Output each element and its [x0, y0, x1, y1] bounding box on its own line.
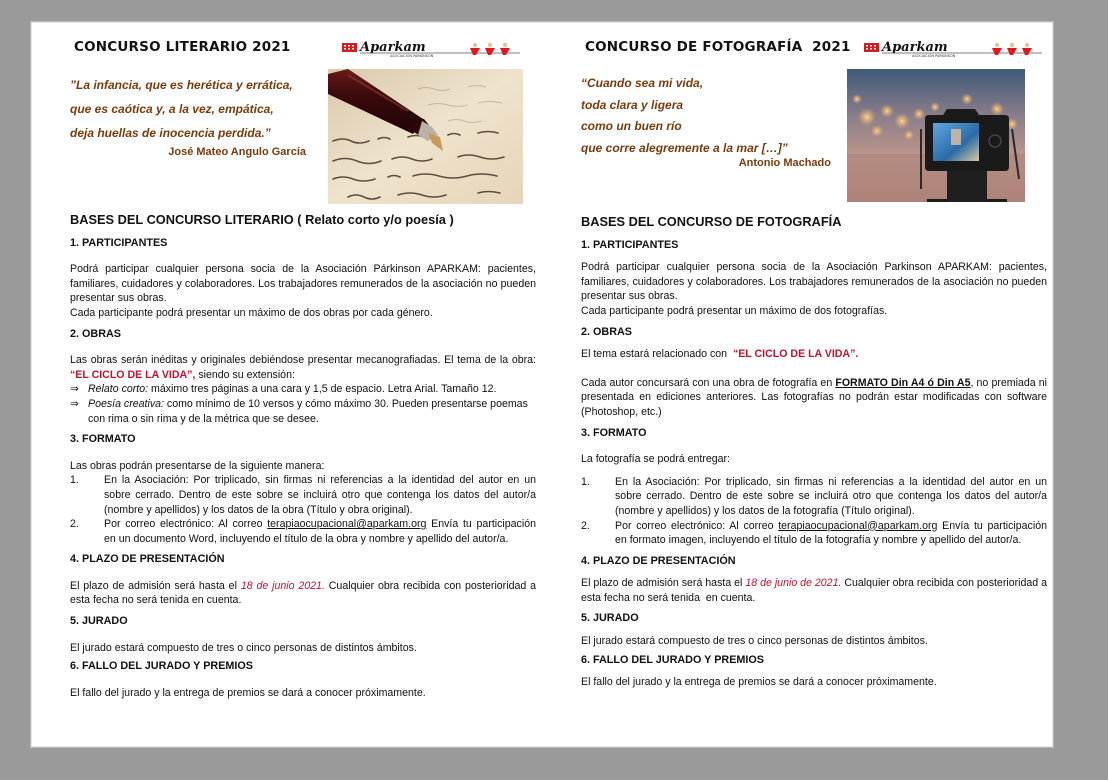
theme-highlight: “EL CICLO DE LA VIDA”.: [732, 348, 859, 361]
works-text-b: Cada autor concursará con una obra de fotografía en: [581, 376, 836, 389]
section-title-prizes: 6. FALLO DEL JURADO Y PREMIOS: [581, 653, 764, 666]
quote-line: como un buen río: [581, 119, 682, 133]
list-text-a: Por correo electrónico: Al correo: [104, 518, 268, 531]
quote-author: José Mateo Angulo García: [168, 146, 306, 158]
list-text-b: Envía tu participación en formato imagen, incluyendo el título de la fotografía y nombre y apellido del autor/a.: [615, 519, 1047, 547]
section-title-format: 3. FORMATO: [581, 426, 647, 439]
format-item-email: [70, 517, 536, 546]
section-title-works: 2. OBRAS: [581, 325, 632, 338]
works-bullet-poetry: [70, 397, 536, 426]
format-item-email: [581, 519, 1047, 548]
figures-icon: [470, 43, 510, 55]
bullet-text: máximo tres páginas a una cara y 1,5 de espacio. Letra Arial. Tamaño 12.: [148, 383, 497, 396]
bullet-label: Poesía creativa:: [88, 397, 164, 410]
works-text-b: siendo su extensión:: [195, 368, 295, 381]
format-intro: La fotografía se podrá entregar:: [581, 453, 731, 466]
list-text: En la Asociación: Por triplicado, sin firmas ni referencias a la identidad del autor en un sobre cerrado. Dentro de este sobre se incluirá otro que contenga los datos del autor/a (nombre y apellidos) y los datos de la fotografía (Título original).: [615, 475, 1047, 517]
deadline-text-b: Cualquier obra recibida con posterioridad a esta fecha no será tenida en cuenta.: [581, 577, 1050, 604]
works-text-c: , no premiada ni presentada en ediciones anteriores. Las fotografías no podrán estar modificadas con software (Photoshop, etc.): [581, 376, 1047, 418]
section-title-jury: 5. JURADO: [70, 615, 128, 628]
quote-line: que corre alegremente a la mar […]”: [581, 140, 788, 155]
quote-line: “Cuando sea mi vida,: [581, 76, 704, 90]
format-item-association: [581, 475, 1047, 519]
quote-line: toda clara y ligera: [581, 97, 684, 112]
deadline-text-b: Cualquier obra recibida con posterioridad a esta fecha no será tenida en cuenta.: [70, 579, 537, 607]
list-number: 1.: [70, 474, 79, 487]
list-number: 2.: [581, 519, 590, 532]
format-highlight: FORMATO Din A4 ó Din A5: [835, 376, 971, 389]
deadline-text-a: El plazo de admisión será hasta el: [70, 579, 241, 592]
section-title-works: 2. OBRAS: [70, 327, 121, 340]
figures-icon: [992, 43, 1032, 55]
prizes-text: El fallo del jurado y la entrega de premios se dará a conocer próximamente.: [70, 686, 426, 699]
logo-subtext: ASOCIACIÓN PARKINSON: [390, 54, 434, 58]
section-title-format: 3. FORMATO: [70, 433, 136, 446]
list-number: 1.: [581, 475, 590, 488]
works-text-a: Las obras serán inéditas y originales debiéndose presentar mecanografiadas. El tema de la obra:: [70, 354, 536, 367]
rules-heading: BASES DEL CONCURSO LITERARIO ( Relato corto y/o poesía ): [70, 212, 454, 227]
photo-quote: [581, 73, 831, 169]
deadline-date: 18 de junio de 2021.: [745, 577, 842, 590]
logo-subtext: ASOCIACIÓN PARKINSON: [912, 54, 956, 58]
document-page: [31, 22, 1053, 747]
deadline-text: [70, 579, 536, 608]
section-title-jury: 5. JURADO: [581, 612, 639, 625]
aparkam-logo: [342, 38, 522, 58]
section-title-participants: 1. PARTICIPANTES: [70, 236, 168, 249]
quote-line: que es caótica y, a la vez, empática,: [70, 102, 274, 116]
participants-text: Podrá participar cualquier persona socia de la Asociación Parkinson APARKAM: pacientes, familiares, cuidadores y colaboradores. Los trabajadores remunerados de la asociación no pueden presentar sus obras.: [581, 261, 1047, 303]
quote-line: deja huellas de inocencia perdida.”: [70, 126, 271, 140]
camera-photo: [847, 69, 1025, 202]
photo-title: CONCURSO DE FOTOGRAFÍA 2021: [585, 39, 851, 55]
works-text: [70, 353, 536, 382]
fountain-pen-photo: [328, 69, 523, 204]
jury-text: El jurado estará compuesto de tres o cinco personas de distintos ámbitos.: [581, 635, 928, 648]
list-text: En la Asociación: Por triplicado, sin firmas ni referencias a la identidad del autor en un sobre cerrado. Dentro de este sobre se incluirá otro que contenga los datos del autor/a (nombre y apellidos) y los datos de la obra (Título y obra original).: [104, 474, 536, 516]
literary-rules: [70, 213, 536, 706]
logo-wordmark: Aparkam: [882, 40, 948, 55]
works-text-a: El tema estará relacionado con: [581, 348, 733, 361]
logo-wordmark: Aparkam: [360, 40, 426, 55]
list-text-a: Por correo electrónico: Al correo: [615, 519, 779, 532]
list-text-b: Envía tu participación en un documento Word, incluyendo el título de la obra y nombre y apellido del autor/a.: [104, 518, 536, 545]
participants-limit: Cada participante podrá presentar un máximo de dos fotografías.: [581, 304, 888, 317]
format-intro: Las obras podrán presentarse de la siguiente manera:: [70, 459, 325, 472]
quote-line: ”La infancia, que es herética y errática,: [70, 78, 293, 92]
photo-rules: [581, 214, 1050, 696]
bullet-label: Relato corto:: [88, 383, 149, 396]
works-format-text: [581, 376, 1047, 420]
deadline-text: [581, 576, 1050, 605]
literary-quote: [70, 73, 320, 158]
works-theme-text: [581, 347, 1047, 362]
jury-text: El jurado estará compuesto de tres o cinco personas de distintos ámbitos.: [70, 641, 417, 654]
participants-limit: Cada participante podrá presentar un máximo de dos obras por cada género.: [70, 306, 433, 319]
deadline-text-a: El plazo de admisión será hasta el: [581, 577, 746, 590]
arrow-right-icon: ⇒: [70, 383, 79, 396]
list-number: 2.: [70, 518, 79, 531]
rules-heading: BASES DEL CONCURSO DE FOTOGRAFÍA: [581, 214, 842, 229]
literary-title: CONCURSO LITERARIO 2021: [74, 39, 291, 55]
section-title-deadline: 4. PLAZO DE PRESENTACIÓN: [581, 554, 736, 567]
email-link[interactable]: terapiaocupacional@aparkam.org: [267, 518, 427, 531]
arrow-right-icon: ⇒: [70, 397, 79, 410]
bullet-text: como mínimo de 10 versos y cómo máximo 30. Pueden presentarse poemas con rima o sin rima y de la métrica que se desee.: [88, 397, 528, 425]
email-link[interactable]: terapiaocupacional@aparkam.org: [778, 519, 938, 532]
section-title-prizes: 6. FALLO DEL JURADO Y PREMIOS: [70, 660, 253, 673]
quote-author: Antonio Machado: [738, 157, 831, 169]
section-title-deadline: 4. PLAZO DE PRESENTACIÓN: [70, 553, 225, 566]
theme-highlight: “EL CICLO DE LA VIDA”,: [70, 368, 196, 381]
section-title-participants: 1. PARTICIPANTES: [581, 238, 679, 251]
participants-text: Podrá participar cualquier persona socia de la Asociación Párkinson APARKAM: pacientes, familiares, cuidadores y colaboradores. Los trabajadores remunerados de la asociación no pueden presentar sus obras.: [70, 263, 536, 305]
works-bullet-short-story: [70, 382, 536, 397]
aparkam-logo: [864, 38, 1044, 58]
prizes-text: El fallo del jurado y la entrega de premios se dará a conocer próximamente.: [581, 676, 937, 689]
format-item-association: [70, 473, 536, 517]
deadline-date: 18 de junio 2021.: [240, 579, 325, 592]
